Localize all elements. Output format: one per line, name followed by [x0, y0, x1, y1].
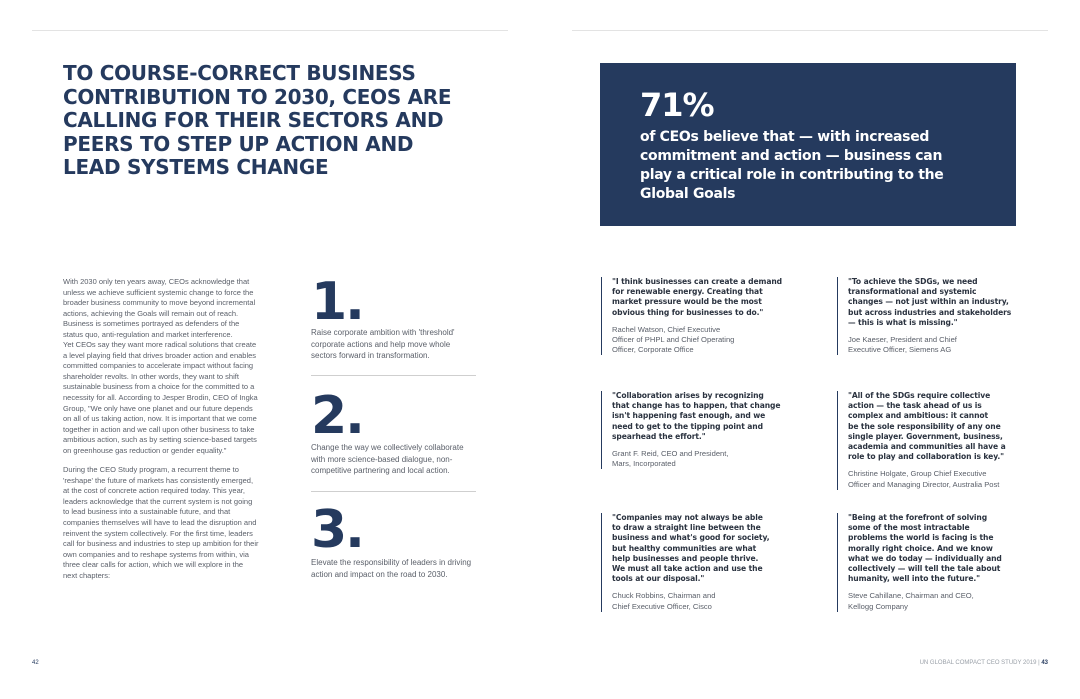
quote-chuck-robbins — [601, 513, 802, 612]
body-paragraph-1: With 2030 only ten years away, CEOs acknowledge that unless we achieve sufficient systemic change to force the broader business community to move beyond incremental actions, achieving the Goals will remain out of reach. Business is sometimes portrayed as defenders of the status quo, anti-regulation and market interference. Yet CEOs say they want more radical solutions that create a level playing field that drives broader action and enables committed companies to accelerate impact without facing shareholder revolts. In other words, they want to shift sustainable business from a choice for the committed to a necessity for all. According to Jesper Brodin, CEO of Ingka Group, "We only have one planet and our future depends on all of us taking action, now. It is important that we come together in action and we call upon other business to take ambitious action, such as by setting science-based targets on greenhouse gas reduction or gender equality." — [63, 277, 258, 455]
stat-description: of CEOs believe that — with increased commitment and action — business can play a critical role in contributing to the Global Goals — [640, 129, 944, 202]
quote-steve-cahillane — [837, 513, 1038, 612]
body-text-column — [63, 277, 268, 581]
footer-right — [920, 660, 1048, 666]
body-paragraph-2: During the CEO Study program, a recurrent theme to 'reshape' the future of markets has consistently emerged, at the cost of concrete action required today. This year, leaders acknowledge that the current system is not going to lead business into a sustainable future, and that companies themselves will have to lead the disruption and reinvent the system collectively. For the first time, leaders call for business and industries to step up ambition for their own companies and to reshape systems from within, via three clear calls for action, which we will explore in the next chapters: — [63, 465, 259, 580]
quote-attribution: Grant F. Reid, CEO and President, Mars, Incorporated — [612, 449, 729, 469]
action-divider-1 — [311, 375, 476, 376]
action-number-1: 1. — [311, 272, 363, 332]
quote-text: "Companies may not always be able to draw a straight line between the business and what's good for society, but healthy communities are what help businesses and people thrive. We must all take action and use the tools at our disposal." — [612, 513, 770, 584]
top-rule-left — [32, 30, 508, 31]
quote-text: "Being at the forefront of solving some of the most intractable problems the world is facing is the morally right choice. And we know what we do today — individually and collectively — will tell the tale about humanity, well into the future." — [848, 513, 1002, 584]
action-number-2: 2. — [311, 386, 363, 446]
stat-number: 71% — [640, 86, 714, 124]
top-rule-right — [572, 30, 1048, 31]
quote-christine-holgate — [837, 391, 1048, 490]
quote-attribution: Joe Kaeser, President and Chief Executive Officer, Siemens AG — [848, 335, 957, 355]
page-number-right: 43 — [1041, 660, 1048, 666]
footer-publication-label: UN GLOBAL COMPACT CEO STUDY 2019 — [919, 660, 1037, 666]
page-number-left: 42 — [32, 660, 39, 666]
quote-text: "To achieve the SDGs, we need transformational and systemic changes — not just within an industry, but across industries and stakeholders — this is what is missing." — [848, 277, 1012, 327]
action-text-1: Raise corporate ambition with 'threshold' corporate actions and help move whole sectors forward in transformation. — [311, 328, 455, 360]
quote-attribution: Rachel Watson, Chief Executive Officer of PHPL and Chief Operating Officer, Corporate Office — [612, 324, 735, 355]
page-headline: TO COURSE-CORRECT BUSINESS CONTRIBUTION TO 2030, CEOS ARE CALLING FOR THEIR SECTORS AND PEERS TO STEP UP ACTION AND LEAD SYSTEMS CHANGE — [63, 61, 452, 179]
quote-grant-reid — [601, 391, 802, 469]
footer-separator: | — [1038, 660, 1040, 666]
action-text-2: Change the way we collectively collaborate with more science-based dialogue, non- competitive partnering and local action. — [311, 443, 464, 475]
action-divider-2 — [311, 491, 476, 492]
action-text-3: Elevate the responsibility of leaders in driving action and impact on the road to 2030. — [311, 558, 472, 579]
quote-text: "Collaboration arises by recognizing that change has to happen, that change isn't happening fast enough, and we need to get to the tipping point and spearhead the effort." — [612, 391, 781, 441]
quote-rachel-watson — [601, 277, 802, 355]
quote-attribution: Christine Holgate, Group Chief Executive Officer and Managing Director, Australia Post — [848, 469, 1000, 489]
quote-text: "I think businesses can create a demand for renewable energy. Creating that market pressure would be the most obvious thing for businesses to do." — [612, 277, 782, 317]
quote-attribution: Chuck Robbins, Chairman and Chief Executive Officer, Cisco — [612, 591, 716, 611]
stat-callout-box — [600, 63, 1016, 226]
quote-text: "All of the SDGs require collective action — the task ahead of us is complex and ambitious: it cannot be the sole responsibility of any one single player. Government, business, academia and communities all have a role to play and collaboration is key." — [848, 391, 1006, 462]
action-number-3: 3. — [311, 500, 363, 560]
quote-joe-kaeser — [837, 277, 1038, 355]
quote-attribution: Steve Cahillane, Chairman and CEO, Kellogg Company — [848, 591, 974, 611]
